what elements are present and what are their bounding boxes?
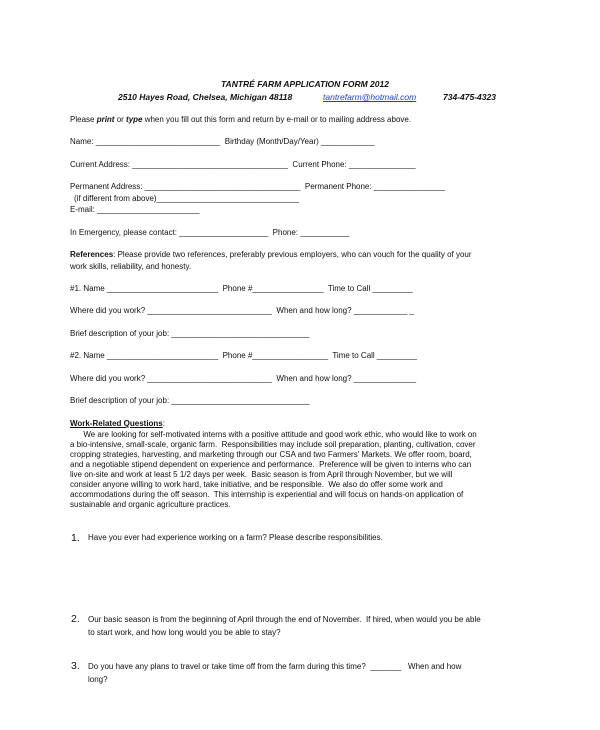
question-line: long?	[88, 675, 108, 684]
ref2-where-field[interactable]: Where did you work? ____________________________ When and how long? ______________	[70, 374, 417, 383]
farm-email-link[interactable]: tantrefarm@hotmail.com	[323, 92, 417, 102]
ref1-where-field[interactable]: Where did you work? ____________________________ When and how long? ____________ _	[70, 306, 414, 315]
form-title: TANTRÉ FARM APPLICATION FORM 2012	[221, 79, 389, 89]
question-line: to start work, and how long would you be able to stay?	[88, 628, 281, 637]
intro-line	[70, 115, 411, 125]
question-line: Our basic season is from the beginning of April through the end of November. If hired, when would you be able	[88, 615, 481, 624]
question-1-number: 1.	[71, 532, 80, 544]
work-heading-colon: :	[162, 419, 165, 428]
ref1-name-field[interactable]: #1. Name _________________________ Phone #________________ Time to Call _________	[70, 284, 413, 293]
references-intro	[70, 250, 472, 260]
name-birthday-field[interactable]: Name: ____________________________ Birthday (Month/Day/Year) ____________	[70, 137, 375, 146]
ref2-description-field[interactable]: Brief description of your job: _______________________________	[70, 396, 310, 405]
references-label: References	[70, 250, 114, 259]
references-text: : Please provide two references, preferably previous employers, who can vouch for the quality of your	[113, 250, 472, 259]
farm-address: 2510 Hayes Road, Chelsea, Michigan 48118	[118, 92, 293, 102]
work-paragraph-line: consider anyone willing to work hard, take initiative, and be responsible. We also do offer some work and	[70, 480, 443, 489]
intro-mid: or	[114, 115, 127, 124]
permanent-address-field[interactable]: Permanent Address: ___________________________________ Permanent Phone: ________________	[70, 182, 445, 191]
ref1-description-field[interactable]: Brief description of your job: _______________________________	[70, 329, 310, 338]
question-2-number: 2.	[71, 613, 80, 625]
email-field[interactable]: E-mail: _______________________	[70, 205, 200, 214]
current-address-field[interactable]: Current Address: ___________________________________ Current Phone: _______________	[70, 160, 416, 169]
work-paragraph-line: live on-site and work at least 5 1/2 days per week. Basic season is from April through November, but we will	[70, 470, 453, 479]
intro-print: print	[96, 115, 115, 124]
work-heading: Work-Related Questions	[70, 419, 163, 428]
work-paragraph-line: a bio-intensive, small-scale, organic farm. Responsibilities may include soil preparation, planting, cultivation, cover	[70, 440, 476, 449]
farm-phone: 734-475-4323	[443, 92, 496, 102]
intro-post: when you fill out this form and return by e-mail or to mailing address above.	[142, 115, 412, 124]
question-line[interactable]: Do you have any plans to travel or take time off from the farm during this time? _______ When and how	[88, 662, 462, 671]
work-paragraph-line: sustainable and organic agriculture practices.	[70, 500, 231, 509]
question-3-text	[88, 660, 461, 686]
work-paragraph-line: and a negotiable stipend dependent on experience and performance. Preference will be given to interns who can	[70, 460, 472, 469]
question-3-number: 3.	[71, 660, 80, 672]
permanent-address-note[interactable]: (if different from above)________________________________	[74, 194, 299, 203]
work-paragraph-line: cropping strategies, harvesting, and marketing through our CSA and two Farmers' Markets. We offer room, board,	[70, 450, 472, 459]
references-text-2: work skills, reliability, and honesty.	[70, 262, 192, 271]
question-2-text	[88, 613, 481, 639]
work-paragraph	[70, 430, 550, 510]
work-paragraph-line: accommodations during the off season. This internship is experiential and will focus on hands-on application of	[70, 490, 464, 499]
intro-type: type	[126, 115, 143, 124]
emergency-contact-field[interactable]: In Emergency, please contact: ____________________ Phone: ___________	[70, 228, 350, 237]
intro-pre: Please	[70, 115, 97, 124]
question-1-text	[88, 533, 383, 543]
ref2-name-field[interactable]: #2. Name _________________________ Phone #_________________ Time to Call _________	[70, 351, 417, 360]
work-paragraph-line: We are looking for self-motivated interns with a positive attitude and good work ethic, who would like to work on	[70, 430, 477, 439]
work-heading-line	[70, 419, 165, 429]
question-line: Have you ever had experience working on a farm? Please describe responsibilities.	[88, 533, 383, 542]
